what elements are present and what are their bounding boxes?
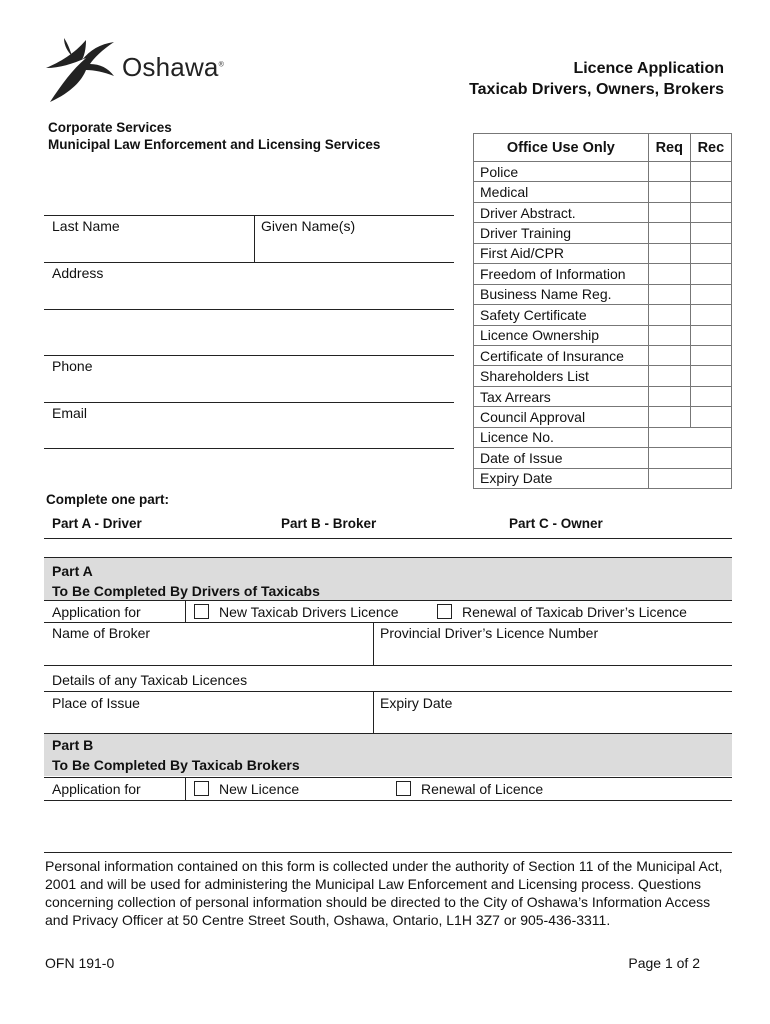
req-cell <box>648 366 690 386</box>
req-cell <box>648 345 690 365</box>
office-use-table <box>473 133 732 489</box>
office-row: Licence No. <box>474 427 649 447</box>
name-of-broker-label: Name of Broker <box>52 625 151 641</box>
office-row: Licence Ownership <box>474 325 649 345</box>
office-use-header: Office Use Only <box>474 134 649 162</box>
part-a-subheading: To Be Completed By Drivers of Taxicabs <box>52 583 320 599</box>
renewal-broker-licence-label: Renewal of Licence <box>421 781 544 797</box>
divider <box>44 402 454 403</box>
rec-cell <box>690 264 731 284</box>
rec-cell <box>690 223 731 243</box>
office-row: Business Name Reg. <box>474 284 649 304</box>
req-cell <box>648 162 690 182</box>
divider <box>373 691 374 733</box>
divider <box>44 309 454 310</box>
new-broker-licence-checkbox[interactable] <box>194 781 209 796</box>
expiry-cell <box>648 468 731 488</box>
renewal-broker-licence-checkbox[interactable] <box>396 781 411 796</box>
req-cell <box>648 182 690 202</box>
new-taxicab-driver-licence-option[interactable] <box>194 604 398 620</box>
rec-cell <box>690 305 731 325</box>
office-row: Driver Training <box>474 223 649 243</box>
divider <box>44 622 732 623</box>
renewal-taxicab-driver-licence-option[interactable] <box>437 604 687 620</box>
expiry-date-label: Expiry Date <box>380 695 453 711</box>
divider <box>44 600 732 601</box>
rec-header: Rec <box>690 134 731 162</box>
part-a-heading: Part A <box>52 563 93 579</box>
renewal-licence-label: Renewal of Taxicab Driver’s Licence <box>462 604 687 620</box>
provincial-licence-label: Provincial Driver’s Licence Number <box>380 625 599 641</box>
form-number: OFN 191-0 <box>45 955 115 971</box>
form-title: Licence Application <box>573 60 724 77</box>
rec-cell <box>690 284 731 304</box>
new-licence-label: New Taxicab Drivers Licence <box>219 604 399 620</box>
oshawa-logo <box>42 34 242 106</box>
rec-cell <box>690 243 731 263</box>
divider <box>44 800 732 801</box>
divider <box>373 622 374 665</box>
req-cell <box>648 305 690 325</box>
complete-one-part-label: Complete one part: <box>46 492 170 507</box>
part-b-option: Part B - Broker <box>281 516 377 531</box>
address-label: Address <box>52 265 104 281</box>
req-cell <box>648 243 690 263</box>
logo-wordmark: Oshawa® <box>122 52 224 82</box>
part-c-option: Part C - Owner <box>509 516 603 531</box>
office-row: Expiry Date <box>474 468 649 488</box>
req-cell <box>648 284 690 304</box>
rec-cell <box>690 366 731 386</box>
office-row: Shareholders List <box>474 366 649 386</box>
divider <box>44 538 732 539</box>
office-row: Police <box>474 162 649 182</box>
divider <box>44 262 454 263</box>
part-b-heading: Part B <box>52 737 94 753</box>
rec-cell <box>690 345 731 365</box>
given-names-label: Given Name(s) <box>261 218 356 234</box>
divider <box>185 777 186 800</box>
email-label: Email <box>52 405 88 421</box>
office-row: Tax Arrears <box>474 386 649 406</box>
req-cell <box>648 264 690 284</box>
divider <box>44 691 732 692</box>
new-licence-checkbox[interactable] <box>194 604 209 619</box>
licence-no-cell <box>648 427 731 447</box>
divider <box>185 600 186 622</box>
part-a-option: Part A - Driver <box>52 516 142 531</box>
department-line-1: Corporate Services <box>48 120 172 135</box>
place-of-issue-label: Place of Issue <box>52 695 140 711</box>
part-b-application-for-label: Application for <box>52 781 141 797</box>
office-row: Medical <box>474 182 649 202</box>
req-header: Req <box>648 134 690 162</box>
department-line-2: Municipal Law Enforcement and Licensing Services <box>48 137 381 152</box>
rec-cell <box>690 386 731 406</box>
divider <box>44 852 732 853</box>
office-row: First Aid/CPR <box>474 243 649 263</box>
divider <box>44 355 454 356</box>
details-taxicab-licences-label: Details of any Taxicab Licences <box>52 672 248 688</box>
rec-cell <box>690 407 731 427</box>
rec-cell <box>690 325 731 345</box>
form-subtitle: Taxicab Drivers, Owners, Brokers <box>469 81 724 98</box>
new-broker-licence-label: New Licence <box>219 781 300 797</box>
office-row: Safety Certificate <box>474 305 649 325</box>
req-cell <box>648 386 690 406</box>
oshawa-star-icon <box>42 34 122 106</box>
divider <box>44 665 732 666</box>
page-number: Page 1 of 2 <box>628 955 700 971</box>
date-issue-cell <box>648 448 731 468</box>
office-row: Freedom of Information <box>474 264 649 284</box>
office-row: Date of Issue <box>474 448 649 468</box>
rec-cell <box>690 162 731 182</box>
part-b-subheading: To Be Completed By Taxicab Brokers <box>52 757 300 773</box>
divider <box>254 215 255 262</box>
renewal-broker-licence-option[interactable] <box>396 781 543 797</box>
part-a-application-for-label: Application for <box>52 604 141 620</box>
req-cell <box>648 325 690 345</box>
last-name-label: Last Name <box>52 218 120 234</box>
req-cell <box>648 407 690 427</box>
privacy-notice: Personal information contained on this form is collected under the authority of Section 11 of the Municipal Act, 2001 and will be used for administering the Municipal Law Enforcement and Licensing process. Questions concerning collection of personal information should be directed to the City of Oshawa’s Information Access and Privacy Officer at 50 Centre Street South, Oshawa, Ontario, L1H 3Z7 or 905-436-3311. <box>45 858 723 928</box>
divider <box>44 448 454 449</box>
req-cell <box>648 202 690 222</box>
req-cell <box>648 223 690 243</box>
phone-label: Phone <box>52 358 93 374</box>
office-row: Council Approval <box>474 407 649 427</box>
office-row: Driver Abstract. <box>474 202 649 222</box>
office-row: Certificate of Insurance <box>474 345 649 365</box>
new-broker-licence-option[interactable] <box>194 781 299 797</box>
divider <box>44 777 732 778</box>
renewal-licence-checkbox[interactable] <box>437 604 452 619</box>
rec-cell <box>690 182 731 202</box>
divider <box>44 215 454 216</box>
rec-cell <box>690 202 731 222</box>
